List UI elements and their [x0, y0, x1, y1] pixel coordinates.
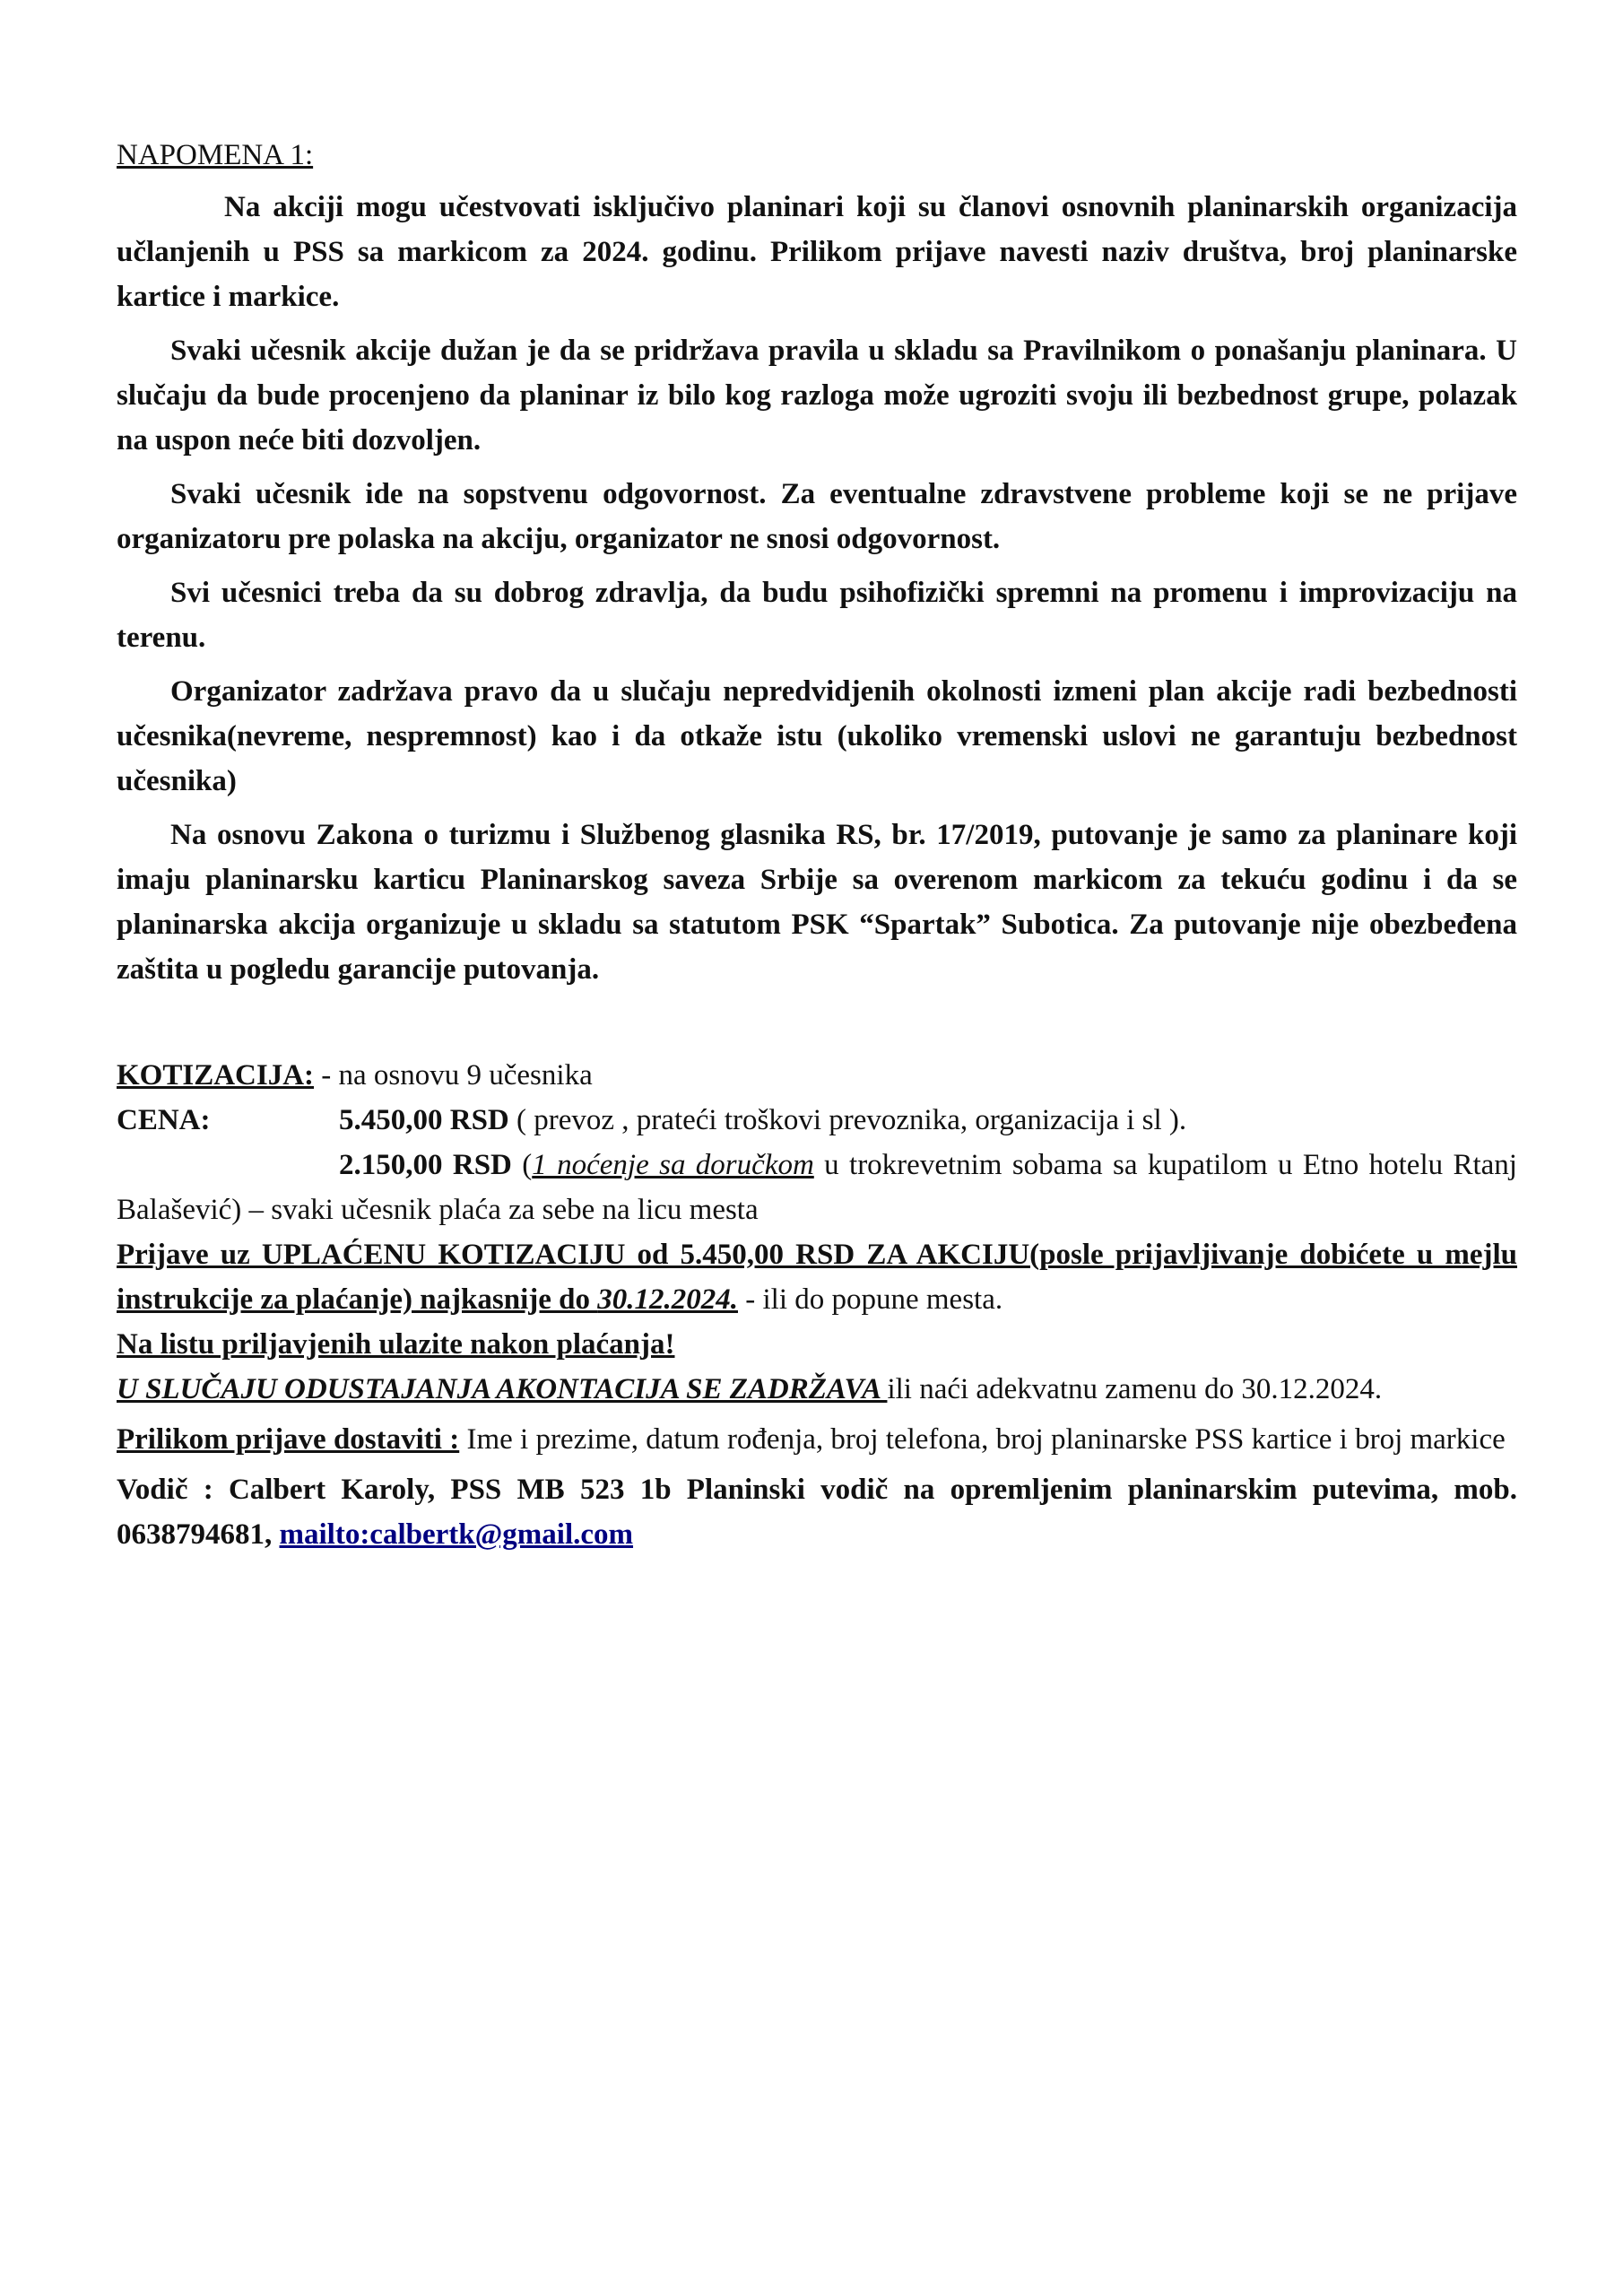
note-heading: NAPOMENA 1:	[117, 139, 314, 171]
deliver-text: Ime i prezime, datum rođenja, broj telefona, broj planinarske PSS kartice i broj markice	[459, 1423, 1506, 1456]
fee-section	[117, 1053, 1517, 1232]
cancellation-alternative: ili naći adekvatnu zamenu do 30.12.2024.	[887, 1373, 1383, 1405]
deliver-line	[117, 1417, 1517, 1462]
price2-description: u trokrevetnim sobama sa kupatilom u Etno hotelu Rtanj Balašević) – svaki učesnik plaća za sebe na licu mesta	[117, 1149, 1517, 1226]
fee-basis: - na osnovu 9 učesnika	[314, 1059, 593, 1091]
guide-text: Vodič : Calbert Karoly, PSS MB 523 1b Planinski vodič na opremljenim planinarskim putevima, mob. 0638794681,	[117, 1474, 1517, 1551]
note-paragraph-health: Svi učesnici treba da su dobrog zdravlja, da budu psihofizički spremni na promenu i improvizaciju na terenu.	[117, 577, 1517, 654]
cancellation-policy: U SLUČAJU ODUSTAJANJA AKONTACIJA SE ZADRŽAVA	[117, 1373, 888, 1405]
guide-info	[117, 1467, 1517, 1557]
price2-amount: 2.150,00 RSD	[339, 1149, 512, 1181]
price1-description: ( prevoz , prateći troškovi prevoznika, organizacija i sl ).	[508, 1104, 1187, 1136]
price2-open-paren: (	[511, 1149, 533, 1181]
fee-basis-line	[117, 1053, 1517, 1098]
registration-list-note: Na listu priljavjenih ulazite nakon plaćanja!	[117, 1328, 675, 1361]
registration-deadline: 30.12.2024.	[597, 1283, 738, 1316]
registration-tail: - ili do popune mesta.	[738, 1283, 1003, 1316]
registration-section	[117, 1232, 1517, 1462]
document-page	[117, 133, 1517, 1557]
note-paragraph-membership: Na akciji mogu učestvovati isključivo planinari koji su članovi osnovnih planinarskih organizacija učlanjenih u PSS sa markicom za 2024. godinu. Prilikom prijave navesti naziv društva, broj planinarske kartice i markice.	[117, 191, 1517, 313]
note-paragraph-responsibility: Svaki učesnik ide na sopstvenu odgovornost. Za eventualne zdravstvene probleme koji se ne prijave organizatoru pre polaska na akciju, organizator ne snosi odgovornost.	[117, 478, 1517, 555]
price-label: CENA:	[117, 1104, 211, 1136]
price-line-2	[117, 1143, 1517, 1232]
note-paragraph-rules: Svaki učesnik akcije dužan je da se pridržava pravila u skladu sa Pravilnikom o ponašanju planinara. U slučaju da bude procenjeno da planinar iz bilo kog razloga može ugroziti svoju ili bezbednost grupe, polazak na uspon neće biti dozvoljen.	[117, 335, 1517, 457]
registration-payment-line	[117, 1232, 1517, 1322]
price1-amount: 5.450,00 RSD	[339, 1104, 509, 1136]
section-spacer	[117, 1001, 1517, 1053]
cancellation-line	[117, 1367, 1517, 1412]
deliver-label: Prilikom prijave dostaviti :	[117, 1423, 460, 1456]
price-line-1	[117, 1098, 1517, 1143]
price2-overnight: 1 noćenje sa doručkom	[532, 1149, 814, 1181]
guide-email-link[interactable]: mailto:calbertk@gmail.com	[279, 1518, 634, 1551]
note-paragraph-organizer-rights: Organizator zadržava pravo da u slučaju nepredvidjenih okolnosti izmeni plan akcije radi bezbednosti učesnika(nevreme, nespremnost) kao i da otkaže istu (ukoliko vremenski uslovi ne garantuju bezbednost učesnika)	[117, 675, 1517, 797]
registration-payment-text: Prijave uz UPLAĆENU KOTIZACIJU od 5.450,00 RSD ZA AKCIJU(posle prijavljivanje dobićete u mejlu instrukcije za plaćanje) najkasnije do	[117, 1239, 1517, 1316]
fee-label: KOTIZACIJA:	[117, 1059, 315, 1091]
note-paragraph-legal: Na osnovu Zakona o turizmu i Službenog glasnika RS, br. 17/2019, putovanje je samo za planinare koji imaju planinarsku karticu Planinarskog saveza Srbije sa overenom markicom za tekuću godinu i da se planinarska akcija organizuje u skladu sa statutom PSK “Spartak” Subotica. Za putovanje nije obezbeđena zaštita u pogledu garancije putovanja.	[117, 819, 1517, 986]
